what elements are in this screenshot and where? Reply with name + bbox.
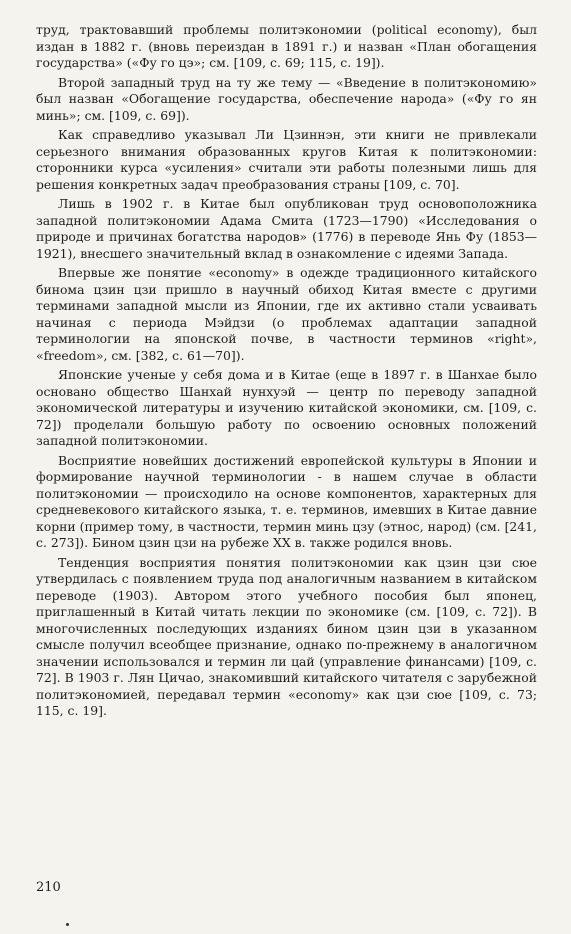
paragraph: Впервые же понятие «economy» в одежде традиционного китайского бинома цзин цзи пришло в научный обиход Китая вместе с другими терминами западной мысли из Японии, где их активно стали усваивать начиная с периода Мэйдзи (о проблемах адаптации западной терминологии на японской почве, в частности терминов «right», «freedom», см. [382, с. 61—70]). xyxy=(36,265,537,363)
paragraph: Японские ученые у себя дома и в Китае (еще в 1897 г. в Шанхае было основано общество Шанхай нунхуэй — центр по переводу западной экономической литературы и изучению китайской экономики, см. [109, с. 72]) проделали большую работу по освоению основных положений западной политэкономии. xyxy=(36,367,537,448)
paragraph-continuation: труд, трактовавший проблемы политэкономии (political economy), был издан в 1882 г. (вновь переиздан в 1891 г.) и назван «План обогащения государства» («Фу го цэ»; см. [109, с. 69; 115, с. 19]). xyxy=(36,22,537,70)
paragraph: Тенденция восприятия понятия политэкономии как цзин цзи сюе утвердилась с появлением труда под аналогичным названием в китайском переводе (1903). Автором этого учебного пособия был японец, приглашенный в Китай читать лекции по экономике (см. [109, с. 72]). В многочисленных последующих изданиях бином цзин цзи в указанном смысле получил всеобщее признание, однако по-прежнему в аналогичном значении использовался и термин ли цай (управление финансами) [109, с. 72]. В 1903 г. Лян Цичао, знакомивший китайского читателя с зарубежной политэкономией, передавал термин «economy» как цзи сюе [109, с. 73; 115, с. 19]. xyxy=(36,554,537,718)
print-speck xyxy=(66,923,69,926)
paragraph: Лишь в 1902 г. в Китае был опубликован труд основоположника западной политэкономии Адама Смита (1723—1790) «Исследования о природе и причинах богатства народов» (1776) в переводе Янь Фу (1853—1921), внесшего значительный вклад в ознакомление с идеями Запада. xyxy=(36,196,537,261)
paragraph: Как справедливо указывал Ли Цзиннэн, эти книги не привлекали серьезного внимания образованных кругов Китая к политэкономии: сторонники курса «усиления» считали эти работы полезными лишь для решения конкретных задач преобразования страны [109, с. 70]. xyxy=(36,127,537,192)
paragraph: Восприятие новейших достижений европейской культуры в Японии и формирование научной терминологии - в нашем случае в области политэкономии — происходило на основе компонентов, характерных для средневекового китайского языка, т. е. терминов, имевших в Китае давние корни (пример тому, в частности, термин минь цзу (этнос, народ) (см. [241, с. 273]). Бином цзин цзи на рубеже XX в. также родился вновь. xyxy=(36,452,537,550)
paragraph: Второй западный труд на ту же тему — «Введение в политэкономию» был назван «Обогащение государства, обеспечение народа» («Фу го ян минь»; см. [109, с. 69]). xyxy=(36,74,537,123)
page-number: 210 xyxy=(36,880,61,895)
